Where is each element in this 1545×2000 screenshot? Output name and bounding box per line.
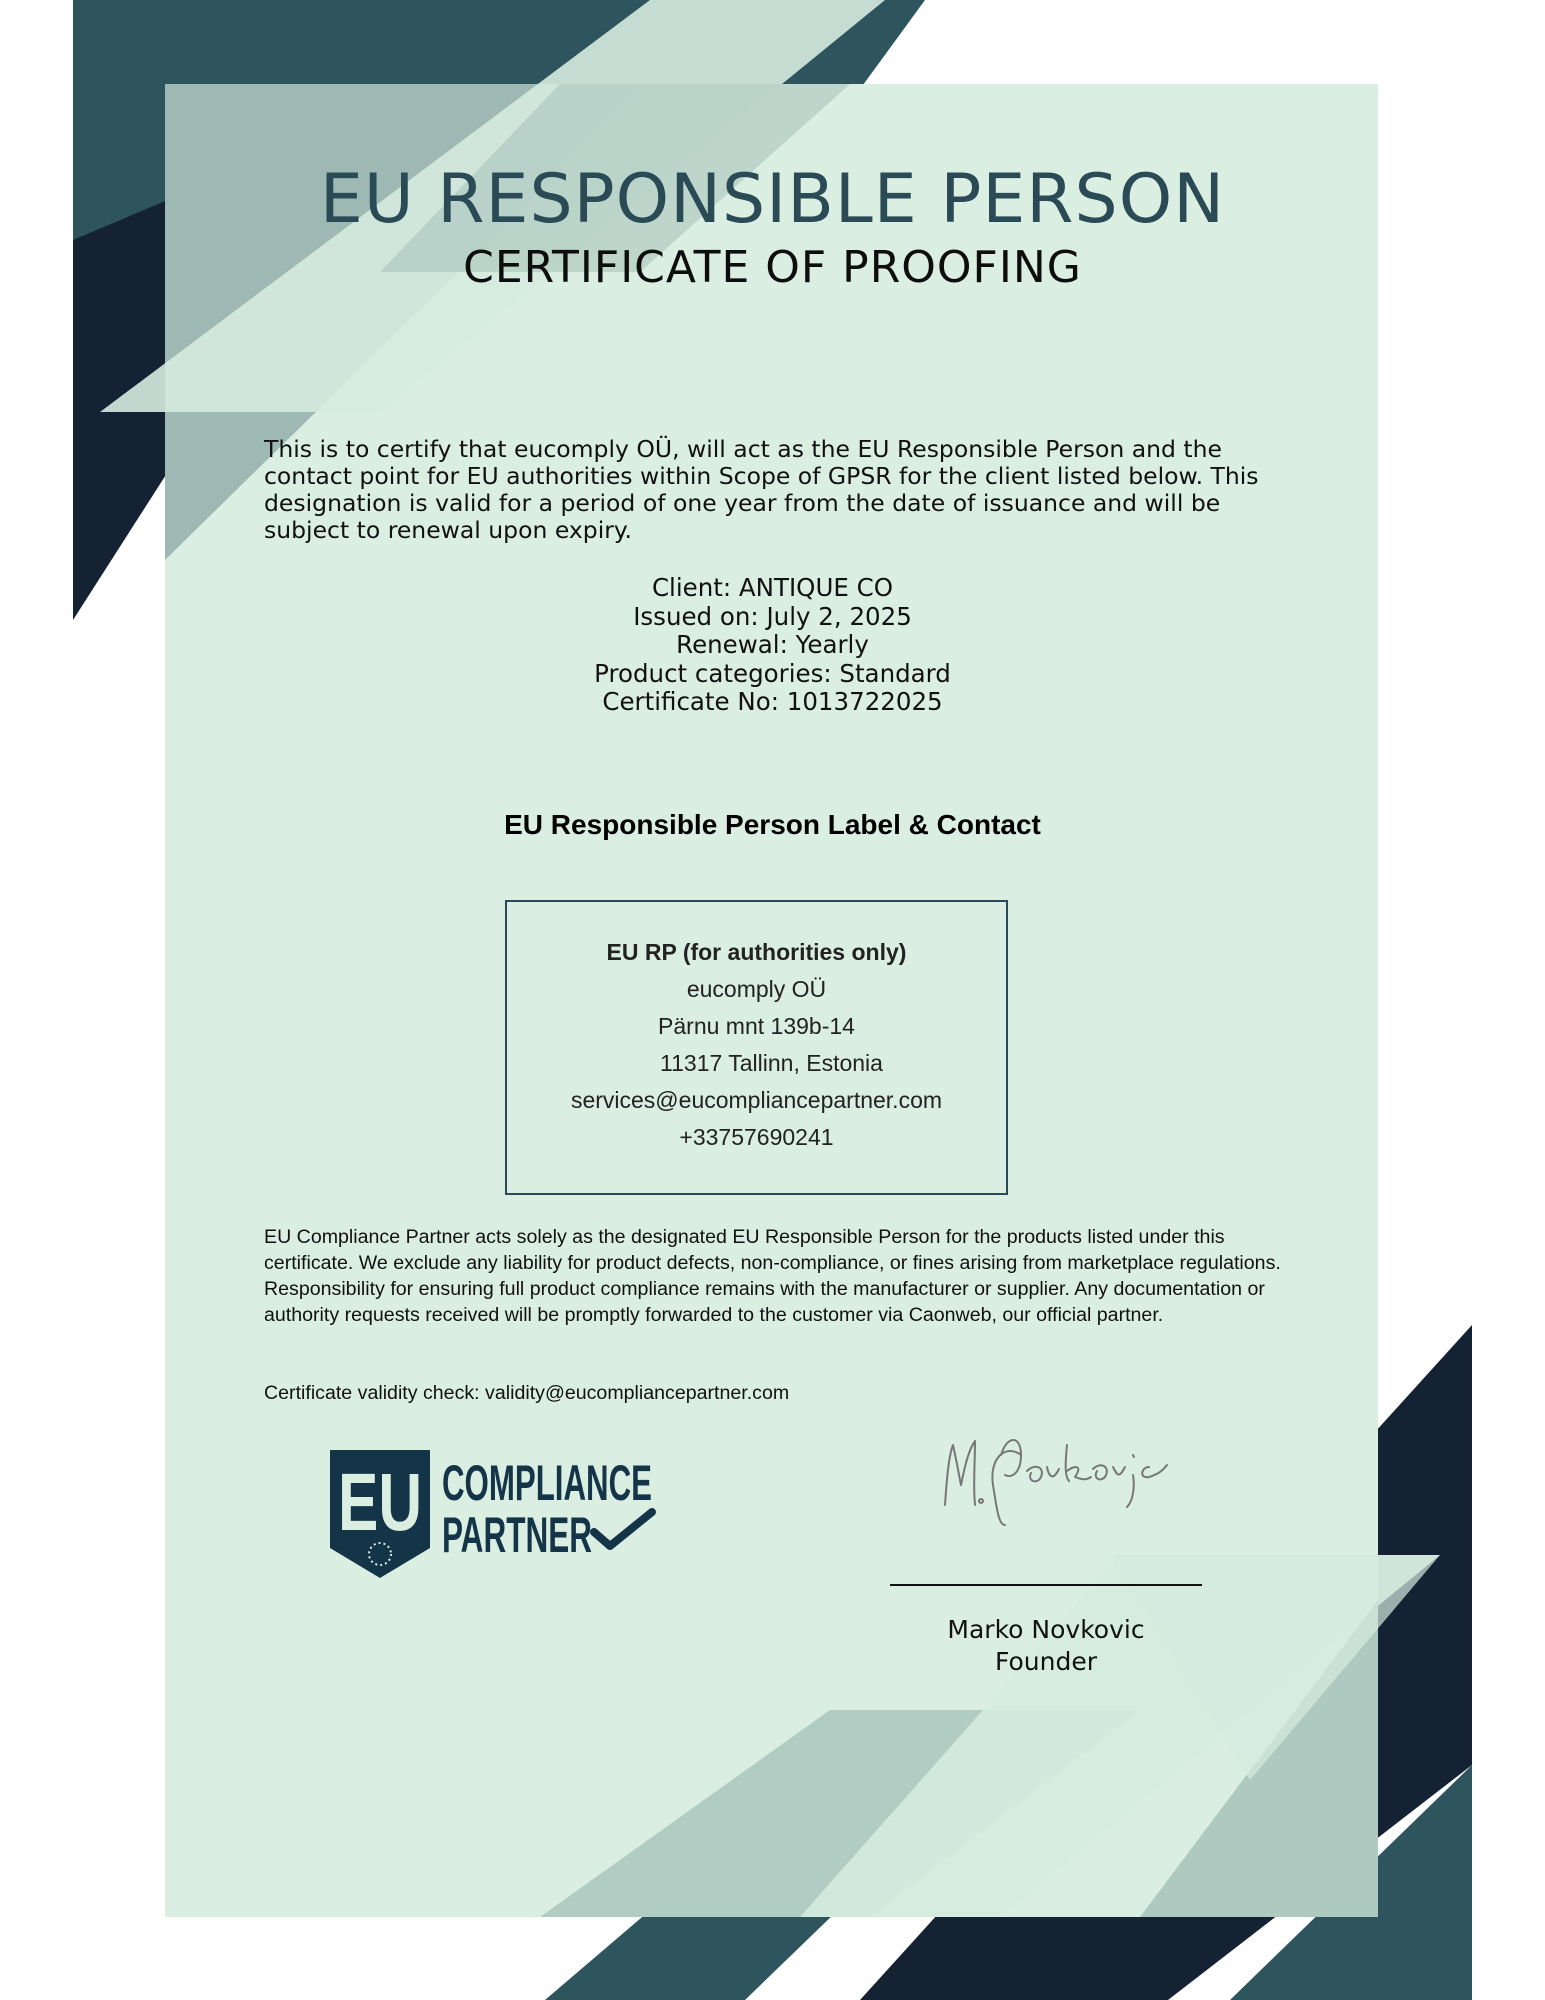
validity-check: Certificate validity check: validity@eucompliancepartner.com: [264, 1382, 790, 1404]
renewal-line: Renewal: Yearly: [676, 630, 869, 659]
rp-box-title: EU RP (for authorities only): [606, 939, 907, 965]
eu-compliance-partner-logo: [330, 1450, 660, 1580]
label-heading: EU Responsible Person Label & Contact: [504, 809, 1041, 840]
certificate-details: [0, 574, 1545, 717]
rp-phone: +33757690241: [679, 1124, 834, 1150]
rp-contact-box: [505, 900, 1008, 1195]
intro-paragraph: This is to certify that eucomply OÜ, will act as the EU Responsible Person and the contact point for EU authorities within Scope of GPSR for the client listed below. This designation is valid for a period of one year from the date of issuance and will be subject to renewal upon expiry.: [264, 435, 1259, 544]
disclaimer-paragraph: EU Compliance Partner acts solely as the designated EU Responsible Person for the products listed under this certificate. We exclude any liability for product defects, non-compliance, or fines arising from marketplace regulations. Responsibility for ensuring full product compliance remains with the manufacturer or supplier. Any documentation or authority requests received will be promptly forwarded to the customer via Caonweb, our official partner.: [264, 1226, 1281, 1326]
certificate-title: EU RESPONSIBLE PERSON: [319, 160, 1226, 239]
rp-email: services@eucompliancepartner.com: [570, 1087, 943, 1113]
issued-line: Issued on: July 2, 2025: [633, 601, 912, 631]
categories-line: Product categories: Standard: [594, 658, 951, 688]
signature-line: [890, 1584, 1202, 1586]
rp-street: Pärnu mnt 139b-14: [658, 1013, 855, 1039]
founder-signature: [935, 1415, 1185, 1545]
certificate-subtitle: CERTIFICATE OF PROOFING: [463, 242, 1082, 293]
logo-line1: COMPLIANCE: [442, 1455, 652, 1511]
certificate-number-line: Certificate No: 1013722025: [602, 687, 943, 716]
rp-company: eucomply OÜ: [686, 976, 827, 1002]
logo-checkmark-icon: [594, 1512, 652, 1546]
signer-role: Founder: [994, 1647, 1097, 1676]
client-line: Client: ANTIQUE CO: [651, 573, 894, 602]
logo-line2: PARTNER: [442, 1507, 592, 1563]
signer-name: Marko Novkovic: [947, 1615, 1145, 1644]
logo-mark: EU: [338, 1457, 422, 1548]
rp-city: 11317 Tallinn, Estonia: [660, 1050, 883, 1076]
